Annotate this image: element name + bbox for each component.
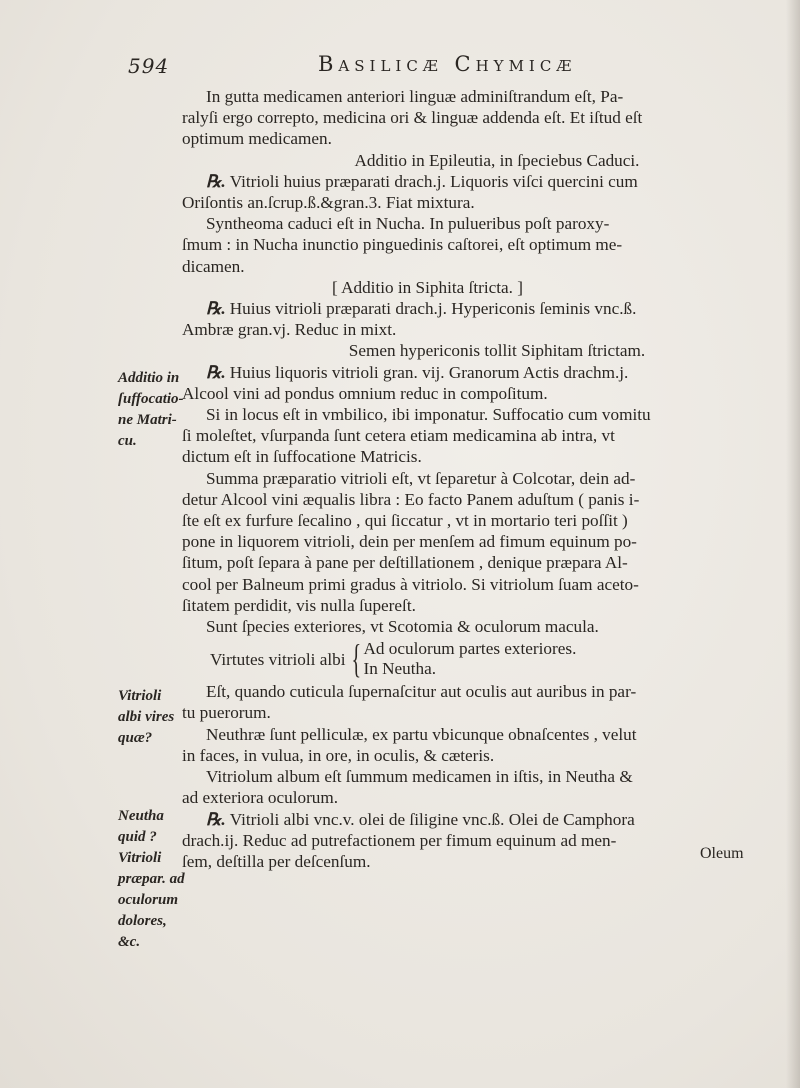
text-line: ralyſi ergo correpto, medicina ori & linguæ addenda eſt. Et iſtud eſt [182, 108, 643, 128]
recipe-sign: ℞. [206, 809, 226, 829]
recipe-sign: ℞. [206, 299, 226, 319]
text-line: detur Alcool vini æqualis libra : Eo facto Panem aduſtum ( panis i- [182, 489, 640, 509]
recipe-line: ℞. Vitrioli huius præparati drach.j. Liquoris viſci quercini cum [206, 171, 638, 191]
text-line: ſitatem perdidit, vis nulla ſupereſt. [182, 595, 416, 615]
catchword: Oleum [700, 845, 744, 862]
margin-note: dolores, [118, 913, 167, 929]
margin-note: præpar. ad [118, 871, 185, 887]
text-line: ſitum, poſt ſepara à pane per deſtillationem , denique præpara Al- [182, 553, 628, 573]
text-line: in faces, in vulua, in ore, in oculis, & cæteris. [182, 745, 495, 765]
text-line: ad exteriora oculorum. [182, 788, 339, 808]
text-line: Semen hypericonis tollit Siphitam ſtrictam. [348, 341, 646, 361]
text-line: ſem, deſtilla per deſcenſum. [182, 851, 371, 871]
recipe-sign: ℞. [206, 171, 226, 191]
margin-note: ne Matri- [118, 412, 177, 428]
margin-note: ſuffocatio- [118, 391, 184, 407]
text-line: Oriſontis an.ſcrup.ß.&gran.3. Fiat mixtura. [182, 193, 475, 213]
text-line: dicamen. [182, 256, 245, 276]
brace-lead: Virtutes vitrioli albi [210, 649, 346, 669]
margin-note: oculorum [118, 892, 179, 908]
margin-note: quæ? [118, 730, 153, 746]
text-line: Eſt, quando cuticula ſupernaſcitur aut oculis aut auribus in par- [206, 682, 637, 702]
running-head: Basilicæ Chymicæ [318, 52, 577, 76]
text-line: ſi moleſtet, vſurpanda ſunt cetera etiam medicamina ab intra, vt [182, 426, 615, 446]
body-text [182, 86, 782, 872]
recipe-sign: ℞. [206, 362, 226, 382]
text-line: tu puerorum. [182, 703, 271, 723]
text-line: cool per Balneum primi gradus à vitriolo. Si vitriolum ſuam aceto- [182, 574, 639, 594]
text-line: Neuthræ ſunt pelliculæ, ex partu vbicunque obnaſcentes , velut [206, 724, 637, 744]
page-header [0, 48, 800, 84]
text-line: ſte eſt ex furfure ſecalino , qui ſiccatur , vt in mortario teri poſſit ) [182, 511, 628, 531]
text-line: Si in locus eſt in vmbilico, ibi imponatur. Suffocatio cum vomitu [206, 405, 651, 425]
section-heading: [ Additio in Siphita ſtricta. ] [332, 277, 523, 297]
margin-note: &c. [118, 934, 141, 950]
text-line: Ambræ gran.vj. Reduc in mixt. [182, 320, 397, 340]
recipe-line: ℞. Huius liquoris vitrioli gran. vij. Granorum Actis drachm.j. [206, 362, 629, 382]
brace-option: In Neutha. [363, 659, 437, 679]
page-number: 594 [128, 54, 170, 78]
text-line: In gutta medicamen anteriori linguæ adminiſtrandum eſt, Pa- [206, 87, 624, 106]
text-line: drach.ij. Reduc ad putrefactionem per fimum equinum ad men- [182, 830, 617, 850]
text-line: Alcool vini ad pondus omnium reduc in compoſitum. [182, 383, 548, 403]
margin-note: quid ? [118, 829, 157, 845]
margin-note: Vitrioli [118, 688, 162, 704]
recipe-line: ℞. Vitrioli albi vnc.v. olei de ſiligine vnc.ß. Olei de Camphora [206, 809, 635, 829]
text-line: dictum eſt in ſuffocatione Matricis. [182, 447, 422, 467]
text-line: optimum medicamen. [182, 129, 332, 149]
margin-note: cu. [118, 433, 137, 449]
virtues-brace [182, 637, 782, 681]
brace-options [364, 639, 577, 679]
brace-option: Ad oculorum partes exteriores. [363, 639, 577, 659]
text-line: pone in liquorem vitrioli, dein per menſem ad fimum equinum po- [182, 532, 637, 552]
text-line: Summa præparatio vitrioli eſt, vt ſeparetur à Colcotar, dein ad- [206, 468, 636, 488]
text-line: Syntheoma caduci eſt in Nucha. In pulueribus poſt paroxy- [206, 214, 610, 234]
margin-note: albi vires [118, 709, 175, 725]
text-line: Vitriolum album eſt ſummum medicamen in iſtis, in Neutha & [206, 767, 633, 787]
recipe-line: ℞. Huius vitrioli præparati drach.j. Hypericonis ſeminis vnc.ß. [206, 299, 637, 319]
text-line: ſmum : in Nucha inunctio pinguedinis caſtorei, eſt optimum me- [182, 235, 623, 255]
margin-note: Additio in [118, 370, 180, 386]
page-edge-shadow [786, 0, 800, 1088]
margin-note: Vitrioli [118, 850, 162, 866]
margin-note: Neutha [118, 808, 164, 824]
section-heading: Additio in Epileutia, in ſpeciebus Caduci. [354, 150, 640, 170]
text-line: Sunt ſpecies exteriores, vt Scotomia & oculorum macula. [206, 617, 599, 637]
brace-glyph: { [351, 636, 361, 682]
